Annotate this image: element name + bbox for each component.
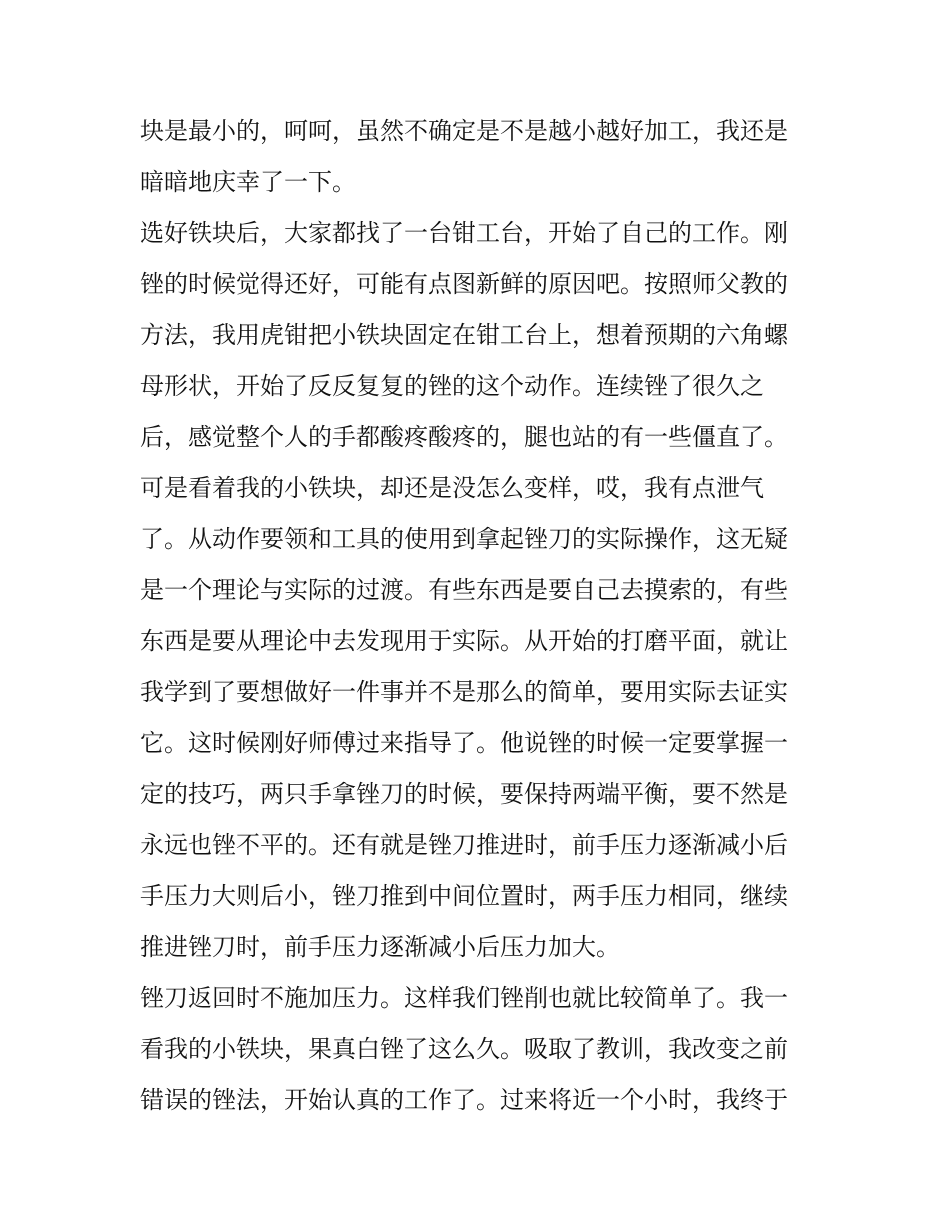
text-line: 是一个理论与实际的过渡。有些东西是要自己去摸索的，有些 xyxy=(140,576,788,604)
text-line: 错误的锉法，开始认真的工作了。过来将近一个小时，我终于 xyxy=(140,1086,788,1114)
text-line: 推进锉刀时，前手压力逐渐减小后压力加大。 xyxy=(140,933,620,961)
text-line: 了。从动作要领和工具的使用到拿起锉刀的实际操作，这无疑 xyxy=(140,525,788,553)
text-line: 看我的小铁块，果真白锉了这么久。吸取了教训，我改变之前 xyxy=(140,1035,788,1063)
text-line: 方法，我用虎钳把小铁块固定在钳工台上，想着预期的六角螺 xyxy=(140,321,788,349)
text-line: 东西是要从理论中去发现用于实际。从开始的打磨平面，就让 xyxy=(140,627,788,655)
text-line: 锉刀返回时不施加压力。这样我们锉削也就比较简单了。我一 xyxy=(140,984,788,1012)
text-line: 选好铁块后，大家都找了一台钳工台，开始了自己的工作。刚 xyxy=(140,219,788,247)
text-line: 永远也锉不平的。还有就是锉刀推进时，前手压力逐渐减小后 xyxy=(140,831,788,859)
text-line: 定的技巧，两只手拿锉刀的时候，要保持两端平衡，要不然是 xyxy=(140,780,788,808)
body-text xyxy=(140,106,820,1126)
text-line: 我学到了要想做好一件事并不是那么的简单，要用实际去证实 xyxy=(140,678,788,706)
text-line: 它。这时候刚好师傅过来指导了。他说锉的时候一定要掌握一 xyxy=(140,729,788,757)
text-line: 可是看着我的小铁块，却还是没怎么变样，哎，我有点泄气 xyxy=(140,474,764,502)
text-line: 暗暗地庆幸了一下。 xyxy=(140,168,356,196)
text-line: 手压力大则后小，锉刀推到中间位置时，两手压力相同，继续 xyxy=(140,882,788,910)
text-line: 后，感觉整个人的手都酸疼酸疼的，腿也站的有一些僵直了。 xyxy=(140,423,788,451)
text-line: 块是最小的，呵呵，虽然不确定是不是越小越好加工，我还是 xyxy=(140,117,788,145)
text-line: 锉的时候觉得还好，可能有点图新鲜的原因吧。按照师父教的 xyxy=(140,270,788,298)
text-line: 母形状，开始了反反复复的锉的这个动作。连续锉了很久之 xyxy=(140,372,764,400)
